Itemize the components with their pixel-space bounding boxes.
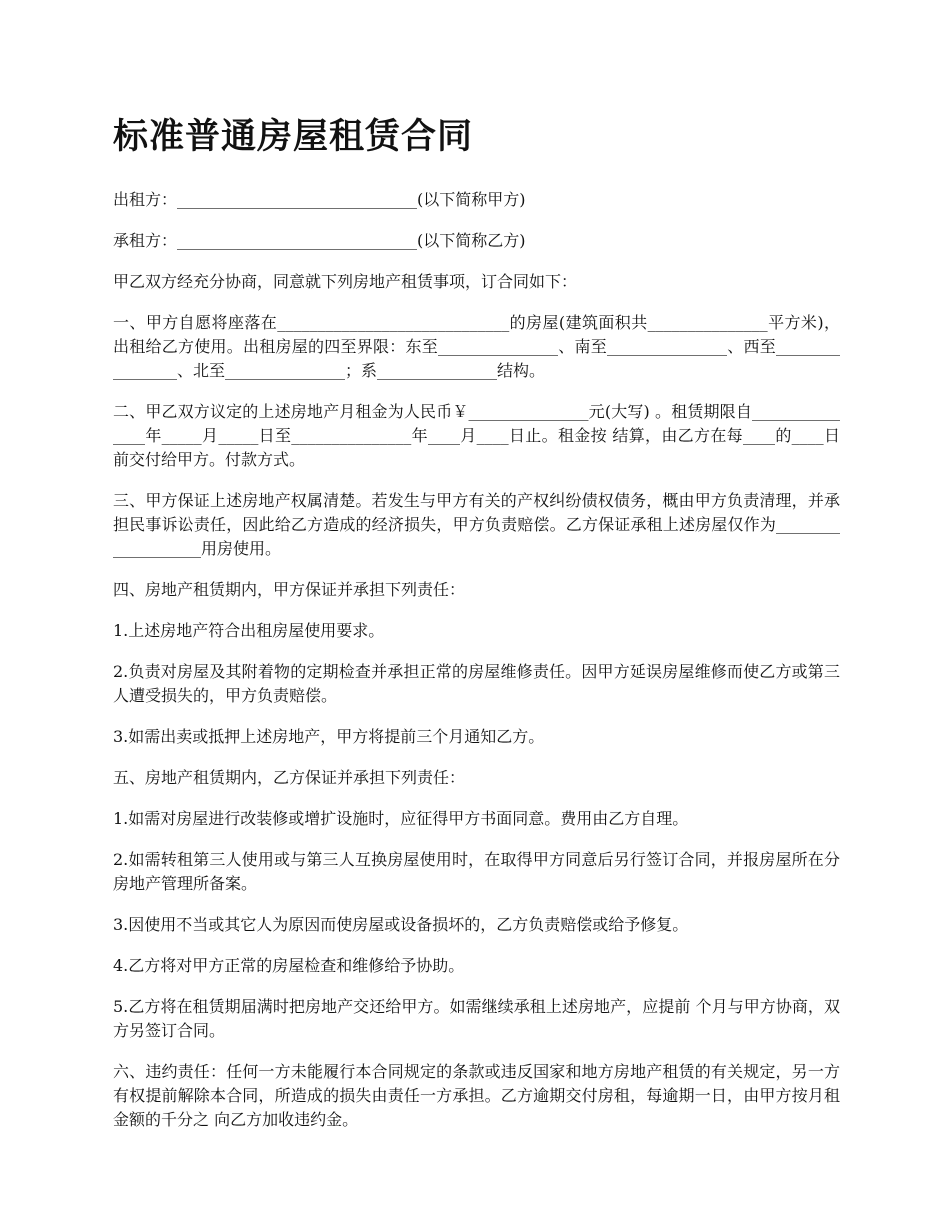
- paragraph-intro: 甲乙双方经充分协商，同意就下列房地产租赁事项，订合同如下：: [113, 272, 578, 291]
- clause-3-title: 三、甲方保证上述房地产权属清楚。若发生与甲方有关的产权纠纷债权债务，概由甲方负责清理，并承担民事诉讼责任，因此给乙方造成的经济损失，甲方负责赔偿。乙方保证承租上述房屋仅作为___________________用房使用。: [113, 491, 840, 558]
- document-title: 标准普通房屋租赁合同: [113, 117, 474, 157]
- paragraph-lessor: 出租方：______________________________(以下简称甲方): [113, 190, 526, 209]
- clause-5-item-4: 4.乙方将对甲方正常的房屋检查和维修给予协助。: [113, 956, 465, 975]
- clause-1-property: 一、甲方自愿将座落在_____________________________的房屋(建筑面积共_______________平方米)，出租给乙方使用。出租房屋的四至界限：东至_______________、南至_______________、西至________________、北至_______________；系_______________结构。: [113, 313, 840, 380]
- clause-2-rent: 二、甲乙双方议定的上述房地产月租金为人民币￥_______________元(大写) 。租赁期限自_______________年_____月_____日至_______________年____月____日止。租金按 结算，由乙方在每____的____日前交付给甲方。付款方式。: [113, 402, 840, 469]
- clause-4-heading: 四、房地产租赁期内，甲方保证并承担下列责任：: [113, 580, 466, 599]
- clause-6-liability: 六、违约责任：任何一方未能履行本合同规定的条款或违反国家和地方房地产租赁的有关规定，另一方有权提前解除本合同，所造成的损失由责任一方承担。乙方逾期交付房租，每逾期一日，由甲方按月租金额的千分之 向乙方加收违约金。: [113, 1062, 840, 1129]
- clause-4-item-2: 2.负责对房屋及其附着物的定期检查并承担正常的房屋维修责任。因甲方延误房屋维修而使乙方或第三人遭受损失的，甲方负责赔偿。: [113, 662, 840, 705]
- clause-4-item-1: 1.上述房地产符合出租房屋使用要求。: [113, 621, 385, 640]
- clause-5-heading: 五、房地产租赁期内，乙方保证并承担下列责任：: [113, 768, 466, 787]
- clause-5-item-5: 5.乙方将在租赁期届满时把房地产交还给甲方。如需继续承租上述房地产，应提前 个月与甲方协商，双方另签订合同。: [113, 997, 840, 1040]
- clause-4-item-3: 3.如需出卖或抵押上述房地产，甲方将提前三个月通知乙方。: [113, 727, 545, 746]
- document-page: [113, 112, 840, 1149]
- clause-5-item-3: 3.因使用不当或其它人为原因而使房屋或设备损坏的，乙方负责赔偿或给予修复。: [113, 915, 689, 934]
- clause-5-item-1: 1.如需对房屋进行改装修或增扩设施时，应征得甲方书面同意。费用由乙方自理。: [113, 809, 689, 828]
- paragraph-lessee: 承租方：______________________________(以下简称乙方): [113, 231, 526, 250]
- clause-5-item-2: 2.如需转租第三人使用或与第三人互换房屋使用时，在取得甲方同意后另行签订合同，并报房屋所在分房地产管理所备案。: [113, 850, 840, 893]
